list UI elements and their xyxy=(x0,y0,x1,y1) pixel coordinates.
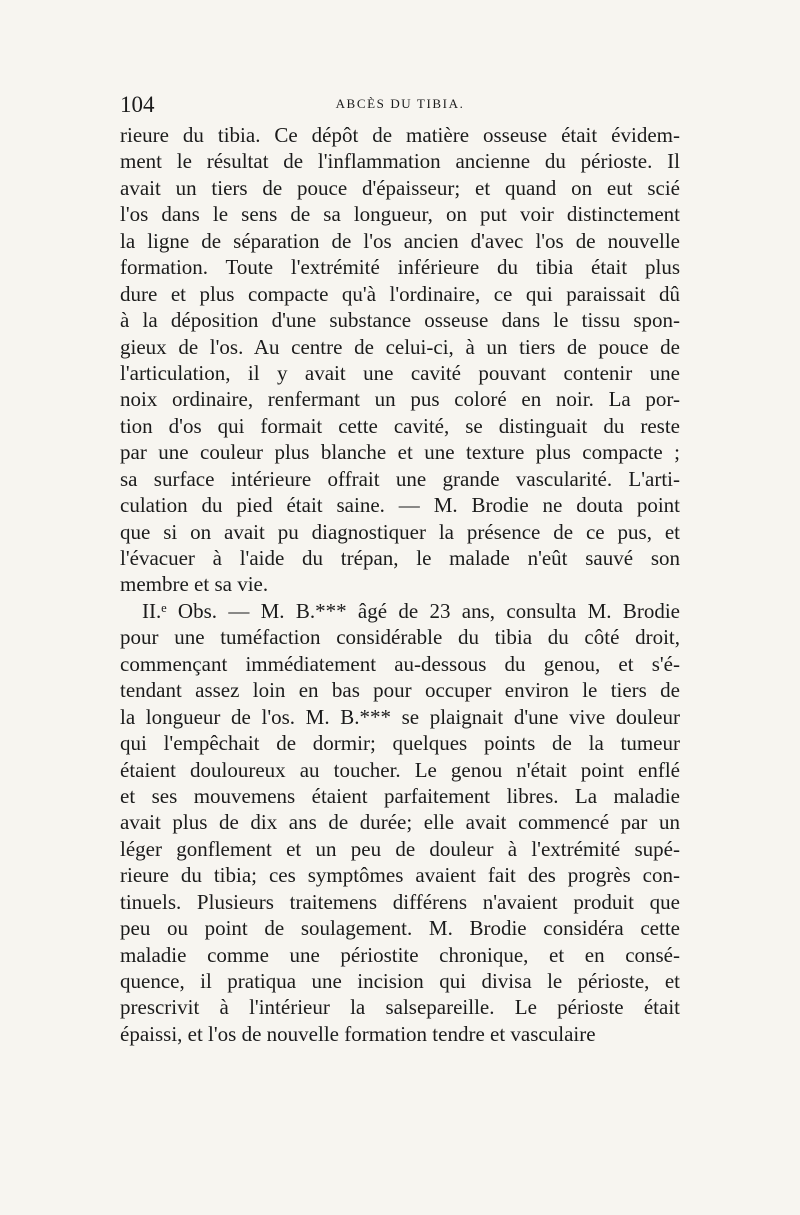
page-header xyxy=(120,92,680,120)
body-text xyxy=(120,122,680,1047)
text-line: maladie comme une périostite chronique, et en consé- xyxy=(120,942,680,967)
text-line: peu ou point de soulagement. M. Brodie considéra cette xyxy=(120,916,680,941)
text-line: formation. Toute l'extrémité inférieure du tibia était plus xyxy=(120,255,680,280)
text-line: tinuels. Plusieurs traitemens différens n'avaient produit que xyxy=(120,889,680,914)
text-line: membre et sa vie. xyxy=(120,572,269,597)
text-line: et ses mouvemens étaient parfaitement libres. La maladie xyxy=(120,783,680,808)
text-line: l'os dans le sens de sa longueur, on put voir distinctement xyxy=(120,202,680,227)
text-line: l'articulation, il y avait une cavité pouvant contenir une xyxy=(120,360,680,385)
text-line: pour une tuméfaction considérable du tibia du côté droit, xyxy=(120,625,680,650)
text-line: prescrivit à l'intérieur la salsepareille. Le périoste était xyxy=(120,995,680,1020)
text-line: sa surface intérieure offrait une grande vascularité. L'arti- xyxy=(120,466,680,491)
text-line: commençant immédiatement au-dessous du genou, et s'é- xyxy=(120,651,680,676)
text-line: l'évacuer à l'aide du trépan, le malade n'eût sauvé son xyxy=(120,546,680,570)
text-line: quence, il pratiqua une incision qui divisa le périoste, et xyxy=(120,969,680,993)
text-line: noix ordinaire, renfermant un pus coloré en noir. La por- xyxy=(120,387,680,412)
text-line: la longueur de l'os. M. B.*** se plaignait d'une vive douleur xyxy=(120,704,680,729)
text-line: culation du pied était saine. — M. Brodie ne douta point xyxy=(120,493,680,518)
text-line: II.ᵉ Obs. — M. B.*** âgé de 23 ans, consulta M. Brodie xyxy=(142,598,680,623)
text-line: étaient douloureux au toucher. Le genou n'était point enflé xyxy=(120,757,680,782)
text-line: léger gonflement et un peu de douleur à l'extrémité supé- xyxy=(120,836,680,861)
text-line: épaissi, et l'os de nouvelle formation tendre et vasculaire xyxy=(120,1021,596,1046)
text-line: rieure du tibia. Ce dépôt de matière osseuse était évidem- xyxy=(120,123,680,147)
text-line: rieure du tibia; ces symptômes avaient fait des progrès con- xyxy=(120,863,680,888)
text-line: qui l'empêchait de dormir; quelques points de la tumeur xyxy=(120,731,680,756)
text-line: dure et plus compacte qu'à l'ordinaire, ce qui paraissait dû xyxy=(120,281,680,306)
text-line: ment le résultat de l'inflammation ancienne du périoste. Il xyxy=(120,149,680,174)
text-line: tion d'os qui formait cette cavité, se distinguait du reste xyxy=(120,413,680,438)
text-line: par une couleur plus blanche et une texture plus compacte ; xyxy=(120,440,680,465)
text-line: gieux de l'os. Au centre de celui-ci, à un tiers de pouce de xyxy=(120,334,680,359)
running-title: ABCÈS DU TIBIA. xyxy=(335,96,465,111)
text-line: que si on avait pu diagnostiquer la présence de ce pus, et xyxy=(120,519,680,544)
text-line: tendant assez loin en bas pour occuper environ le tiers de xyxy=(120,678,680,703)
page-number: 104 xyxy=(120,92,155,117)
text-line: avait plus de dix ans de durée; elle avait commencé par un xyxy=(120,810,680,835)
text-line: avait un tiers de pouce d'épaisseur; et quand on eut scié xyxy=(120,175,680,200)
text-line: à la déposition d'une substance osseuse dans le tissu spon- xyxy=(120,308,680,333)
text-line: la ligne de séparation de l'os ancien d'avec l'os de nouvelle xyxy=(120,228,680,253)
